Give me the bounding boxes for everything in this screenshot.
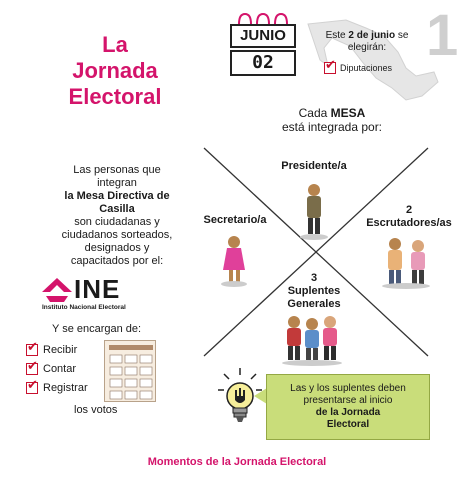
role-presidente: Presidente/a [281, 160, 347, 172]
mesa-heading: Cada MESA está integrada por: [281, 106, 383, 134]
ballot-icon [104, 340, 156, 402]
secretario-figure-icon [221, 236, 247, 287]
footer-title: Momentos de la Jornada Electoral [147, 456, 327, 468]
checkbox-checked-icon [26, 382, 38, 394]
task-recibir: ✔Recibir [26, 344, 77, 356]
calendar-day: 02 [230, 50, 296, 76]
checkbox-checked-icon [26, 363, 38, 375]
calendar-month: JUNIO [230, 24, 296, 48]
page-title: La Jornada Electoral [68, 32, 162, 109]
integrantes-text: Las personas que integran la Mesa Directiva de Casilla son ciudadanas y ciudadanos sorteados, designados y capacitados por el: [61, 164, 173, 267]
ine-emblem-icon [42, 278, 72, 302]
votos-text: los votos [74, 404, 118, 416]
suplentes-note-bubble: Las y los suplentes deben presentarse al inicio de la Jornada Electoral [266, 374, 430, 440]
escrutadores-figure-icon [382, 238, 430, 289]
election-option: ✔Diputaciones [324, 62, 392, 74]
task-contar: ✔Contar [26, 363, 76, 375]
task-registrar: ✔Registrar [26, 382, 88, 394]
presidente-figure-icon [300, 184, 328, 240]
checkbox-checked-icon [26, 344, 38, 356]
section-number: 1 [426, 3, 459, 68]
role-secretario: Secretario/a [203, 214, 267, 226]
mesa-diagram [190, 138, 474, 382]
election-date-text: Este 2 de junio se elegirán: [325, 30, 409, 53]
tasks-heading: Y se encargan de: [52, 323, 142, 335]
checkbox-checked-icon [324, 62, 336, 74]
ine-logo: INE Instituto Nacional Electoral [42, 274, 126, 311]
role-suplentes: 3 Suplentes Generales [287, 272, 341, 310]
calendar-icon [230, 12, 296, 76]
calendar-rings-icon [233, 12, 293, 24]
role-escrutadores: 2 Escrutadores/as [366, 204, 452, 229]
suplentes-figure-icon [282, 316, 342, 366]
